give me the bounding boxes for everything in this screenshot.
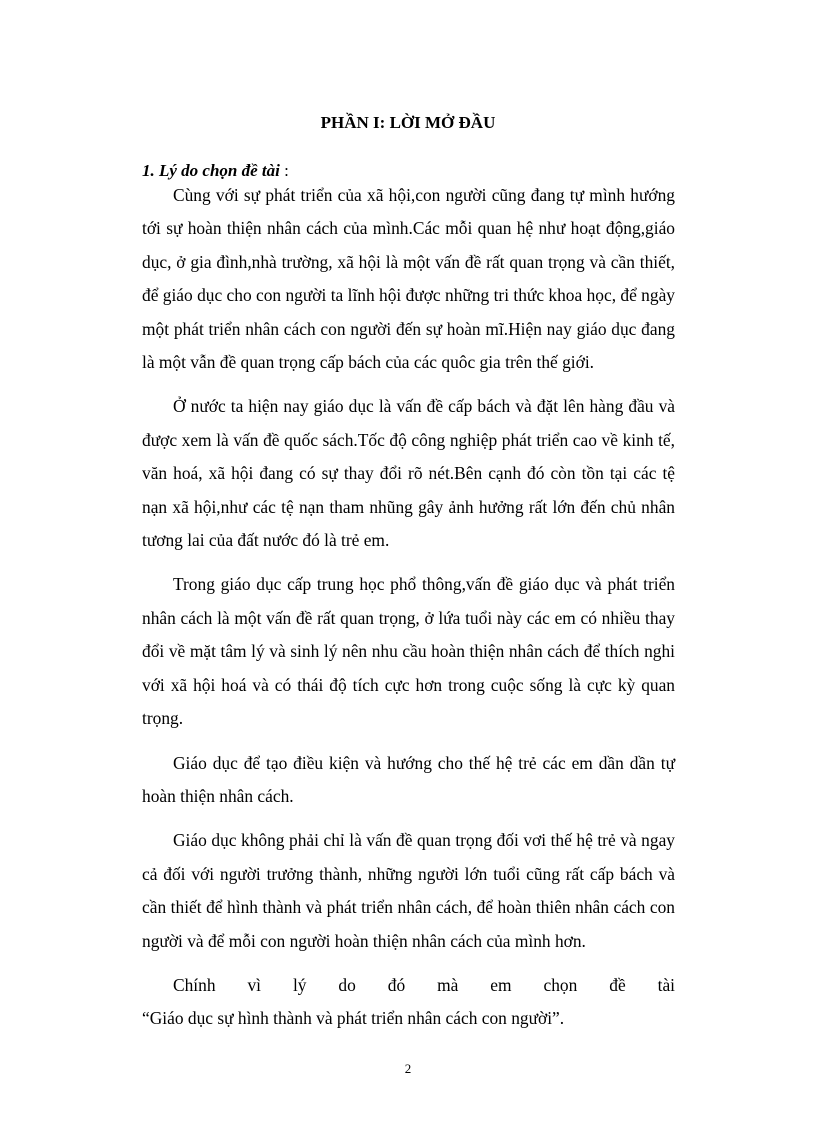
page-title: PHẦN I: LỜI MỞ ĐẦU [320, 113, 496, 132]
paragraph: Chính vì lý do đó mà em chọn đề tài [173, 974, 675, 995]
paragraph: Cùng với sự phát triển của xã hội,con người cũng đang tự mình hướng tới sự hoàn thiện nhân cách của mình.Các mỗi quan hệ như hoạt động,giáo dục, ở gia đình,nhà trường, xã hội là một vấn đề rất quan trọng và cần thiết, để giáo dục cho con người ta lĩnh hội được những tri thức khoa học, để ngày một phát triển nhân cách con người đến sự hoàn mĩ.Hiện nay giáo dục đang là một vẫn đề quan trọng cấp bách của các quôc gia trên thế giới. [142, 185, 675, 373]
paragraph: Ở nước ta hiện nay giáo dục là vấn đề cấp bách và đặt lên hàng đầu và được xem là vấn đề quốc sách.Tốc độ công nghiệp phát triển cao về kinh tế, văn hoá, xã hội đang có sự thay đổi rõ nét.Bên cạnh đó còn tồn tại các tệ nạn xã hội,như các tệ nạn tham nhũng gây ảnh hưởng rất lớn đến chủ nhân tương lai của đất nước đó là trẻ em. [142, 396, 675, 551]
body-text [142, 179, 675, 1036]
paragraph: Trong giáo dục cấp trung học phổ thông,vấn đề giáo dục và phát triển nhân cách là một vấn đề rất quan trọng, ở lứa tuổi này các em có nhiều thay đổi về mặt tâm lý và sinh lý nên nhu cầu hoàn thiện nhân cách để thích nghi với xã hội hoá và có thái độ tích cực hơn trong cuộc sống là cực kỳ quan trọng. [142, 574, 675, 729]
section-heading-text: 1. Lý do chọn đề tài [142, 161, 280, 180]
section-heading-suffix: : [279, 161, 289, 180]
topic-title: “Giáo dục sự hình thành và phát triển nhân cách con người”. [142, 1008, 565, 1029]
paragraph: Giáo dục để tạo điều kiện và hướng cho thế hệ trẻ các em dần dần tự hoàn thiện nhân cách. [142, 752, 675, 806]
page-number: 2 [404, 1061, 412, 1076]
paragraph: Giáo dục không phải chỉ là vấn đề quan trọng đối vơi thế hệ trẻ và ngay cả đối với người trưởng thành, những người lớn tuổi cũng rất cấp bách và cần thiết để hình thành và phát triển nhân cách, để hoàn thiên nhân cách con người và để mỗi con người hoàn thiện nhân cách của mình hơn. [142, 830, 675, 951]
